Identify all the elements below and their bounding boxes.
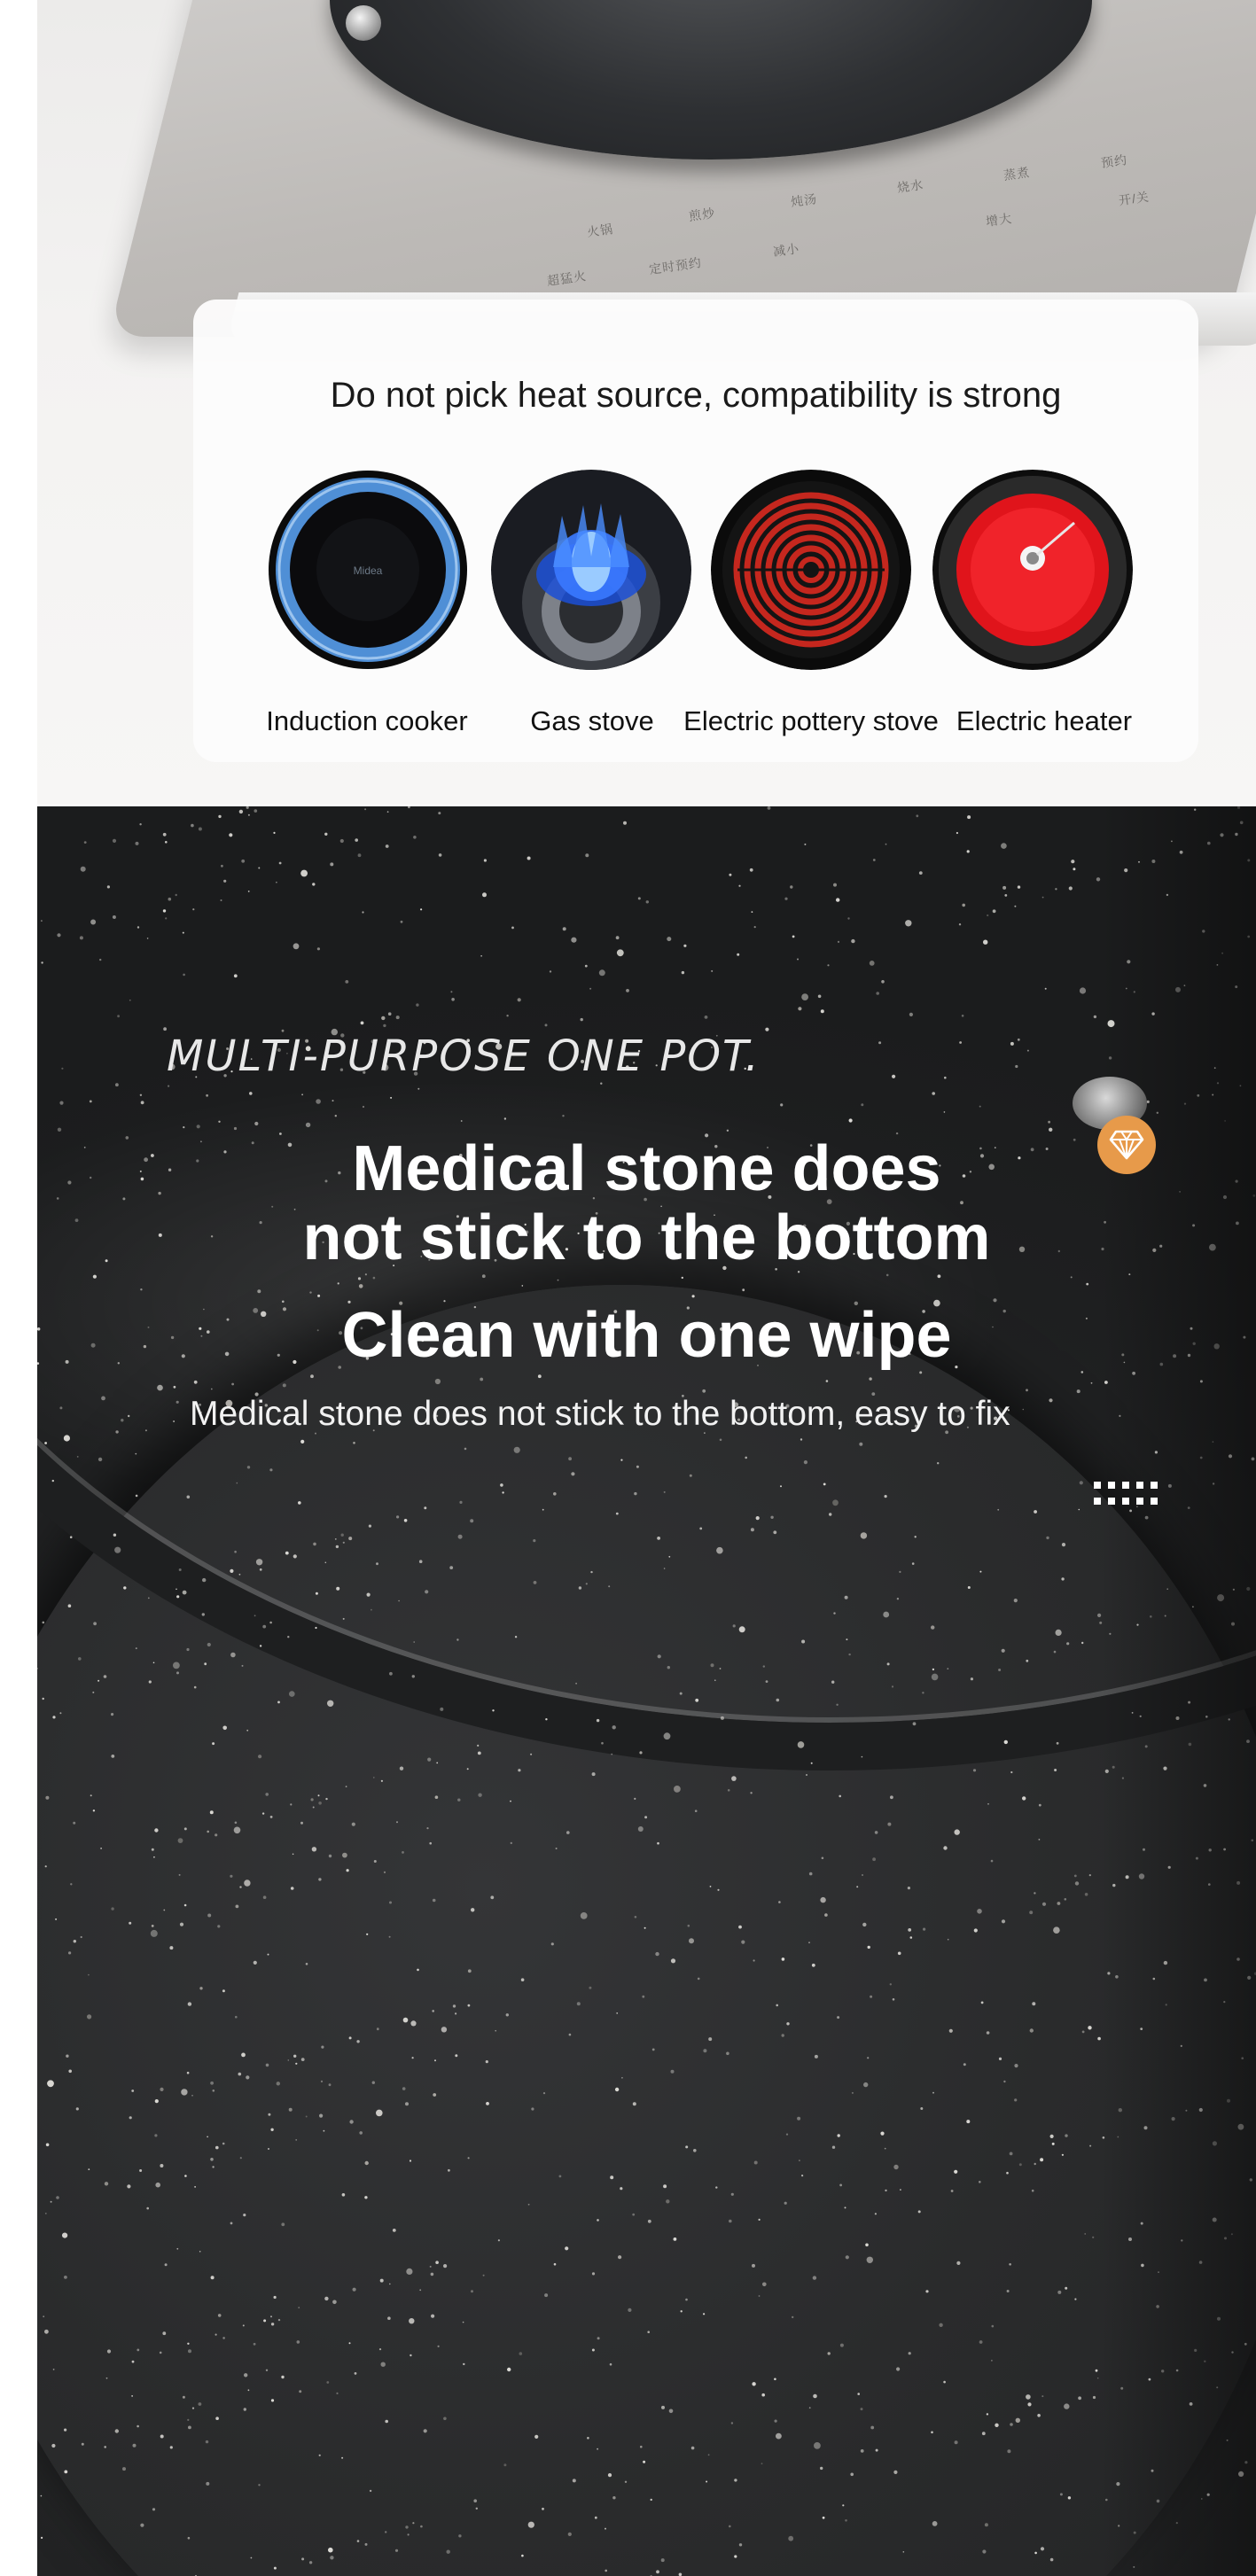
cooktop-label: 减小 — [772, 240, 800, 260]
script-title: MULTI-PURPOSE ONE POT. — [167, 1031, 761, 1081]
cooktop-label: 增大 — [985, 210, 1013, 230]
cooktop-label: 烧水 — [896, 176, 924, 196]
cooktop-label: 开/关 — [1118, 189, 1151, 208]
compatibility-card — [193, 300, 1198, 762]
heat-source-section — [37, 0, 1256, 805]
cooktop-label: 预约 — [1100, 152, 1128, 171]
pan-shadow — [1101, 806, 1256, 2576]
headline-line-1: Medical stone does — [352, 1133, 941, 1204]
source-label-gas: Gas stove — [530, 705, 654, 736]
headline-line-2: not stick to the bottom — [302, 1202, 991, 1273]
cooktop-label: 火锅 — [586, 221, 614, 240]
decorative-dots — [1092, 1480, 1163, 1512]
induction-cooker-icon — [268, 470, 468, 670]
svg-text:Midea: Midea — [353, 564, 383, 577]
cooktop-label: 炖汤 — [790, 191, 818, 210]
source-label-induction: Induction cooker — [266, 705, 468, 736]
headline — [37, 1134, 1256, 1272]
compatibility-title: Do not pick heat source, compatibility is strong — [330, 376, 1062, 415]
electric-pottery-stove-icon — [711, 470, 911, 670]
cooktop-label: 蒸煮 — [1002, 164, 1031, 183]
headline-clean: Clean with one wipe — [341, 1300, 952, 1371]
pan-surface-section — [37, 806, 1256, 2576]
cooktop-label: 定时预约 — [648, 254, 703, 277]
source-label-electric-heater: Electric heater — [956, 705, 1133, 736]
pan-rivet — [346, 5, 381, 41]
cooktop-label: 煎炒 — [688, 205, 716, 224]
electric-heater-icon — [932, 470, 1133, 670]
source-label-electric-pottery: Electric pottery stove — [683, 705, 939, 736]
gas-stove-icon — [491, 470, 691, 670]
cooktop-label: 超猛火 — [546, 268, 588, 289]
feature-caption: Medical stone does not stick to the bottom, easy to fix — [190, 1395, 1010, 1433]
